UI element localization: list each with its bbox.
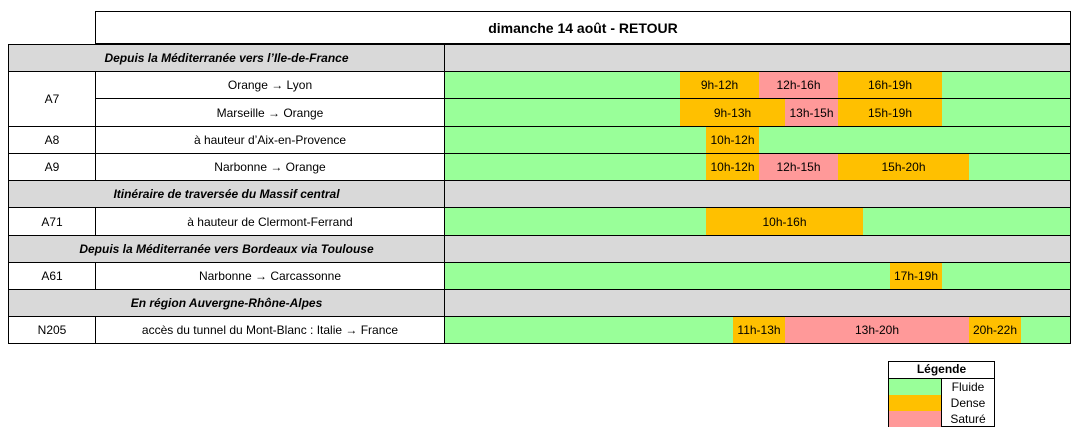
section-header: En région Auvergne-Rhône-Alpes xyxy=(8,289,445,317)
timeline-track xyxy=(444,316,1071,344)
segment-label: Narbonne → Carcassonne xyxy=(95,262,445,290)
legend-label: Dense xyxy=(950,396,986,410)
period-bar: 16h-19h xyxy=(838,72,942,98)
period-bar: 10h-12h xyxy=(706,154,759,180)
section-header-fill xyxy=(444,289,1071,317)
period-bar: 20h-22h xyxy=(969,317,1021,343)
segment-label: à hauteur de Clermont-Ferrand xyxy=(95,207,445,236)
period-bar: 13h-15h xyxy=(785,99,838,126)
period-bar: 15h-20h xyxy=(838,154,969,180)
period-bar: 17h-19h xyxy=(890,263,942,289)
legend-swatch xyxy=(889,395,942,411)
period-bar: 13h-20h xyxy=(785,317,969,343)
timeline-track xyxy=(444,153,1071,181)
period-bar: 10h-16h xyxy=(706,208,863,235)
segment-label: Narbonne → Orange xyxy=(95,153,445,181)
road-label: A7 xyxy=(8,71,96,127)
period-bar: 12h-15h xyxy=(759,154,838,180)
legend-label: Saturé xyxy=(950,412,986,426)
section-header: Depuis la Méditerranée vers l’Ile-de-France xyxy=(8,44,445,72)
legend xyxy=(888,361,995,427)
period-bar: 11h-13h xyxy=(733,317,785,343)
segment-label: Orange → Lyon xyxy=(95,71,445,99)
timeline-track xyxy=(444,98,1071,127)
timeline-track xyxy=(444,207,1071,236)
page-title: dimanche 14 août - RETOUR xyxy=(95,11,1071,44)
road-label: N205 xyxy=(8,316,96,344)
segment-label: Marseille → Orange xyxy=(95,98,445,127)
section-header: Depuis la Méditerranée vers Bordeaux via Toulouse xyxy=(8,235,445,263)
legend-label: Fluide xyxy=(951,380,985,394)
period-bar: 10h-12h xyxy=(706,127,759,153)
period-bar: 9h-13h xyxy=(680,99,785,126)
timeline-track xyxy=(444,126,1071,154)
road-label: A71 xyxy=(8,207,96,236)
legend-item xyxy=(889,379,994,395)
section-header: Itinéraire de traversée du Massif central xyxy=(8,180,445,208)
legend-item xyxy=(889,395,994,411)
timeline-track xyxy=(444,262,1071,290)
road-label: A61 xyxy=(8,262,96,290)
legend-title: Légende xyxy=(889,362,994,379)
legend-swatch xyxy=(889,411,942,427)
timeline-track xyxy=(444,71,1071,99)
segment-label: accès du tunnel du Mont-Blanc : Italie → France xyxy=(95,316,445,344)
period-bar: 12h-16h xyxy=(759,72,838,98)
road-label: A9 xyxy=(8,153,96,181)
period-bar: 9h-12h xyxy=(680,72,759,98)
legend-item xyxy=(889,411,994,427)
segment-label: à hauteur d’Aix-en-Provence xyxy=(95,126,445,154)
section-header-fill xyxy=(444,180,1071,208)
road-label: A8 xyxy=(8,126,96,154)
section-header-fill xyxy=(444,44,1071,72)
section-header-fill xyxy=(444,235,1071,263)
period-bar: 15h-19h xyxy=(838,99,942,126)
legend-swatch xyxy=(889,379,942,395)
